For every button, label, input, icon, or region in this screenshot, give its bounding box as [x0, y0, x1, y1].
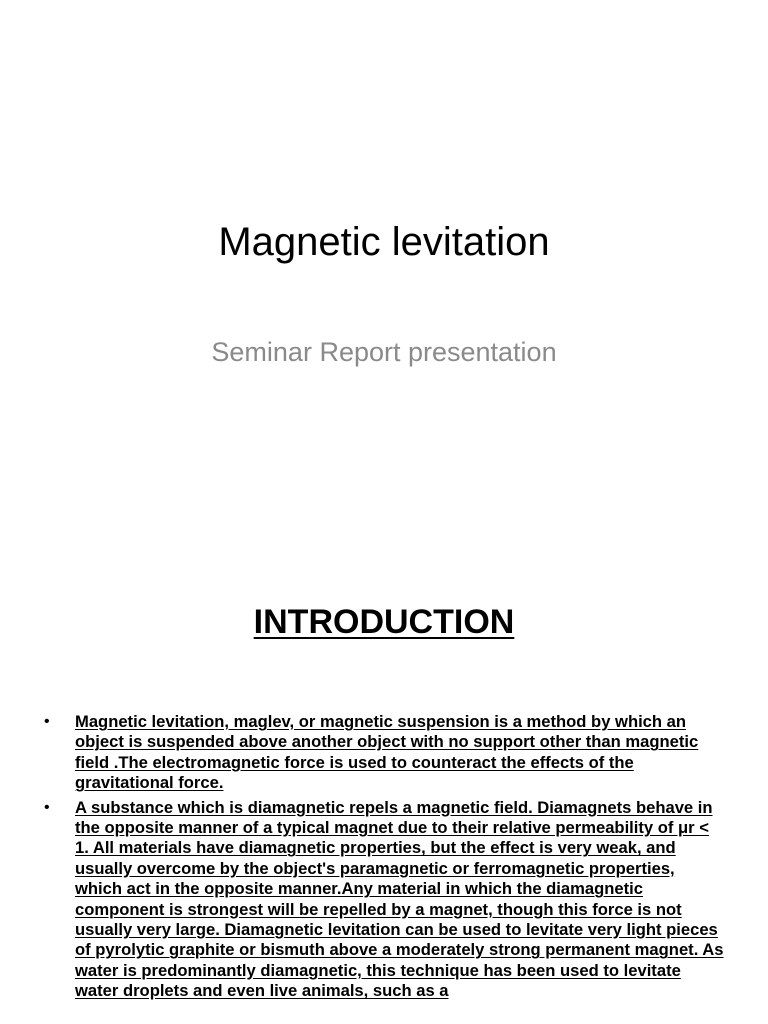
- introduction-heading: INTRODUCTION: [253, 603, 515, 641]
- bullet-icon: •: [44, 713, 50, 730]
- slide-introduction: [0, 576, 768, 1024]
- slide-title-heading: Magnetic levitation: [218, 220, 550, 264]
- bullet-text: A substance which is diamagnetic repels a magnetic field. Diamagnets behave in the opposite manner of a typical magnet due to their relative permeability of μr < 1. All materials have diamagnetic properties, but the effect is very weak, and usually overcome by the object's paramagnetic or ferromagnetic properties, which act in the opposite manner.Any material in which the diamagnetic component is strongest will be repelled by a magnet, though this force is not usually very large. Diamagnetic levitation can be used to levitate very light pieces of pyrolytic graphite or bismuth above a moderately strong permanent magnet. As water is predominantly diamagnetic, this technique has been used to levitate water droplets and even live animals, such as a: [75, 797, 724, 1001]
- bullet-list: [44, 712, 726, 1006]
- bullet-text: Magnetic levitation, maglev, or magnetic suspension is a method by which an object is suspended above another object with no support other than magnetic field .The electromagnetic force is used to counteract the effects of the gravitational force.: [75, 712, 699, 793]
- bullet-item-diamagnetism: [44, 798, 726, 1002]
- bullet-icon: •: [44, 798, 50, 816]
- bullet-item-definition: [44, 712, 726, 794]
- slide-subtitle: Seminar Report presentation: [211, 337, 557, 367]
